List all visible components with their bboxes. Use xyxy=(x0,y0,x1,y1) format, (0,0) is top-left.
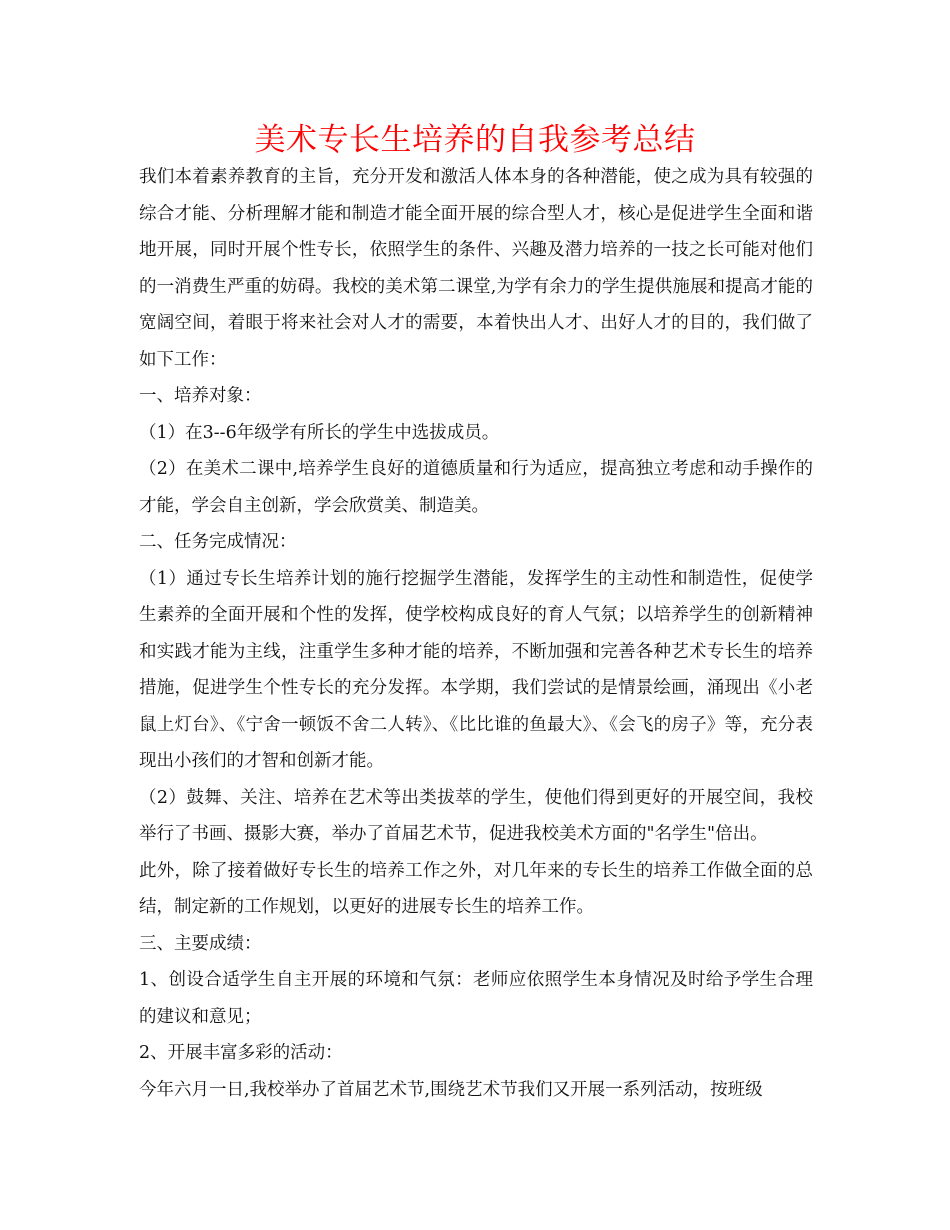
paragraph-achievement-1: 1、创设合适学生自主开展的环境和气氛：老师应依照学生本身情况及时给予学生合理的建议和意见； xyxy=(139,970,813,1027)
paragraph-task-1: （1）通过专长生培养计划的施行挖掘学生潜能，发挥学生的主动性和制造性，促使学生素养的全面开展和个性的发挥，使学校构成良好的育人气氛；以培养学生的创新精神和实践才能为主线，注重学生多种才能的培养，不断加强和完善各种艺术专长生的培养措施，促进学生个性专长的充分发挥。本学期，我们尝试的是情景绘画，涌现出《小老鼠上灯台》、《宁舍一顿饭不舍二人转》、《比比谁的鱼最大》、《会飞的房子》等，充分表现出小孩们的才智和创新才能。 xyxy=(139,568,813,771)
paragraph-achievement-2: 2、开展丰富多彩的活动： xyxy=(139,1043,343,1063)
paragraph-target-1: （1）在3--6年级学有所长的学生中选拔成员。 xyxy=(139,422,500,443)
heading-task-completion: 二、任务完成情况： xyxy=(139,532,297,552)
paragraph-task-2: （2）鼓舞、关注、培养在艺术等出类拔萃的学生，使他们得到更好的开展空间，我校举行了书画、摄影大赛，举办了首届艺术节，促进我校美术方面的"名学生"倍出。 xyxy=(139,787,813,844)
heading-training-targets: 一、培养对象： xyxy=(139,386,262,406)
document-title: 美术专长生培养的自我参考总结 xyxy=(254,122,696,158)
paragraph-art-festival: 今年六月一日,我校举办了首届艺术节,围绕艺术节我们又开展一系列活动，按班级 xyxy=(139,1079,763,1100)
paragraph-additionally: 此外，除了接着做好专长生的培养工作之外，对几年来的专长生的培养工作做全面的总结，制定新的工作规划，以更好的进展专长生的培养工作。 xyxy=(139,860,813,917)
paragraph-intro: 我们本着素养教育的主旨，充分开发和激活人体本身的各种潜能，使之成为具有较强的综合才能、分析理解才能和制造才能全面开展的综合型人才，核心是促进学生全面和谐地开展，同时开展个性专长，依照学生的条件、兴趣及潜力培养的一技之长可能对他们的一消费生严重的妨碍。我校的美术第二课堂,为学有余力的学生提供施展和提高才能的宽阔空间，着眼于将来社会对人才的需要，本着快出人才、出好人才的目的，我们做了如下工作： xyxy=(139,167,813,370)
heading-main-achievements: 三、主要成绩： xyxy=(139,933,262,954)
paragraph-target-2: （2）在美术二课中,培养学生良好的道德质量和行为适应，提高独立考虑和动手操作的才能，学会自主创新，学会欣赏美、制造美。 xyxy=(139,459,813,516)
document-body xyxy=(139,159,813,1108)
